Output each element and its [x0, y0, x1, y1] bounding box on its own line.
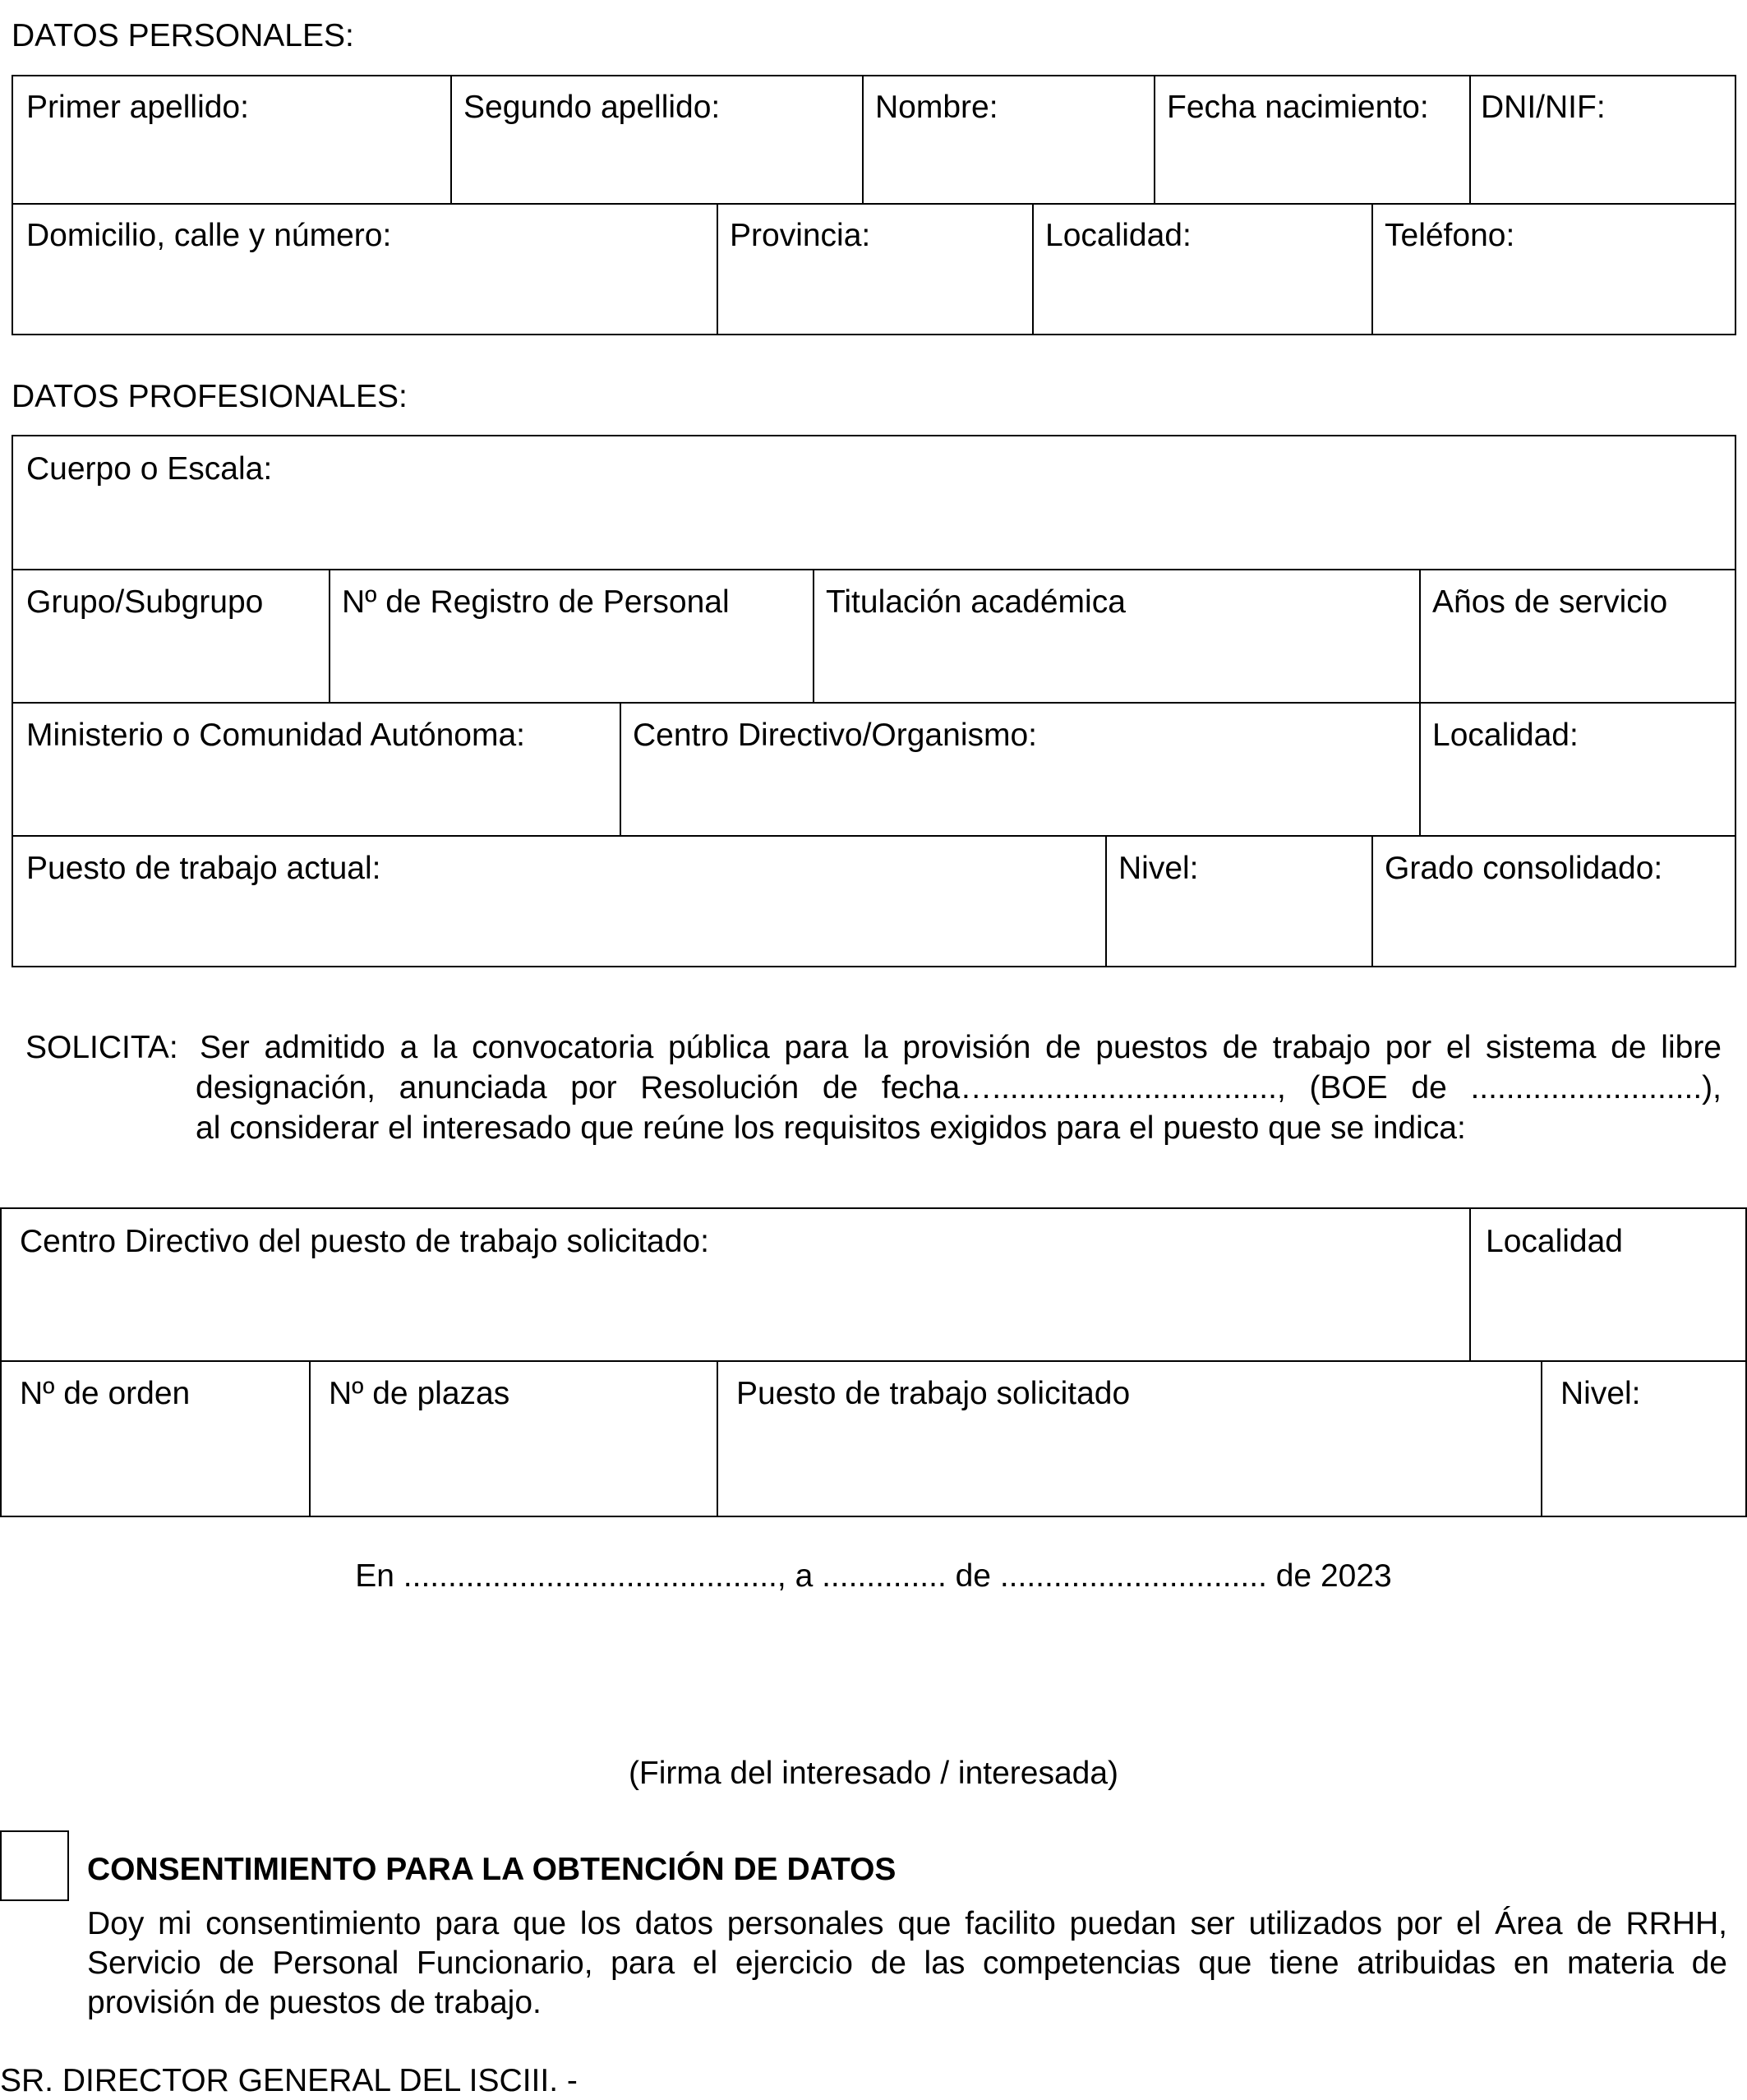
table-divider [13, 569, 1735, 570]
table-divider [329, 570, 330, 703]
field-primer-apellido[interactable]: Primer apellido: [26, 90, 249, 125]
field-puesto-actual[interactable]: Puesto de trabajo actual: [26, 851, 381, 886]
solicita-text-line2: designación, anunciada por Resolución de fecha…................................, (BOE de ..........................), [196, 1070, 1722, 1105]
table-divider [13, 835, 1735, 837]
solicita-text-line1: Ser admitido a la convocatoria pública para la provisión de puestos de trabajo por el sistema de libre [200, 1030, 1722, 1065]
consent-text-line1: Doy mi consentimiento para que los datos personales que facilito puedan ser utilizados por el Área de RRHH, [87, 1906, 1727, 1941]
field-nivel-solicitado[interactable]: Nivel: [1560, 1376, 1641, 1411]
table-divider [620, 703, 621, 836]
table-divider [717, 204, 718, 335]
table-divider [13, 702, 1735, 704]
signature-caption: (Firma del interesado / interesada) [628, 1756, 1119, 1791]
field-registro-personal[interactable]: Nº de Registro de Personal [342, 584, 730, 620]
table-divider [717, 1361, 718, 1517]
field-localidad[interactable]: Localidad: [1045, 218, 1192, 253]
date-line[interactable]: En .........................................., a .............. de .............................. de 2023 [355, 1558, 1392, 1594]
consent-title: CONSENTIMIENTO PARA LA OBTENCIÓN DE DATOS [87, 1852, 897, 1887]
table-divider [309, 1361, 311, 1517]
field-telefono[interactable]: Teléfono: [1385, 218, 1515, 253]
table-divider [450, 76, 452, 204]
solicita-label: SOLICITA: [25, 1030, 178, 1065]
field-domicilio[interactable]: Domicilio, calle y número: [26, 218, 392, 253]
field-titulacion[interactable]: Titulación académica [826, 584, 1126, 620]
field-centro-directivo[interactable]: Centro Directivo/Organismo: [633, 718, 1037, 753]
table-divider [1371, 204, 1373, 335]
field-localidad-profesional[interactable]: Localidad: [1432, 718, 1579, 753]
field-provincia[interactable]: Provincia: [730, 218, 871, 253]
consent-checkbox[interactable] [0, 1830, 69, 1901]
table-divider [1371, 836, 1373, 967]
field-ministerio[interactable]: Ministerio o Comunidad Autónoma: [26, 718, 525, 753]
requested-position-table [0, 1207, 1747, 1517]
table-divider [862, 76, 864, 204]
field-grupo-subgrupo[interactable]: Grupo/Subgrupo [26, 584, 264, 620]
personal-data-table [12, 75, 1736, 335]
table-divider [1419, 703, 1421, 836]
table-divider [2, 1360, 1745, 1362]
consent-text-line3: provisión de puestos de trabajo. [87, 1985, 542, 2020]
field-cuerpo-escala[interactable]: Cuerpo o Escala: [26, 451, 273, 487]
table-divider [13, 203, 1735, 205]
solicita-text-line3: al considerar el interesado que reúne los requisitos exigidos para el puesto que se indica: [196, 1110, 1466, 1146]
table-divider [1541, 1361, 1542, 1517]
field-anos-servicio[interactable]: Años de servicio [1432, 584, 1668, 620]
addressee: SR. DIRECTOR GENERAL DEL ISCIII. - [0, 2063, 578, 2098]
table-divider [1469, 76, 1471, 204]
table-divider [1105, 836, 1107, 967]
table-divider [1469, 1209, 1471, 1361]
professional-data-table [12, 435, 1736, 967]
consent-text-line2: Servicio de Personal Funcionario, para el ejercicio de las competencias que tiene atribuidas en materia de [87, 1945, 1727, 1981]
field-fecha-nacimiento[interactable]: Fecha nacimiento: [1167, 90, 1429, 125]
field-segundo-apellido[interactable]: Segundo apellido: [463, 90, 721, 125]
field-numero-plazas[interactable]: Nº de plazas [329, 1376, 510, 1411]
table-divider [1419, 570, 1421, 703]
field-puesto-solicitado[interactable]: Puesto de trabajo solicitado [736, 1376, 1131, 1411]
table-divider [1154, 76, 1155, 204]
table-divider [1032, 204, 1034, 335]
personal-section-title: DATOS PERSONALES: [12, 18, 354, 53]
field-grado-consolidado[interactable]: Grado consolidado: [1385, 851, 1663, 886]
field-dni-nif[interactable]: DNI/NIF: [1481, 90, 1606, 125]
field-localidad-solicitada[interactable]: Localidad [1486, 1224, 1623, 1259]
table-divider [813, 570, 814, 703]
professional-section-title: DATOS PROFESIONALES: [12, 379, 408, 414]
field-numero-orden[interactable]: Nº de orden [20, 1376, 191, 1411]
field-nombre[interactable]: Nombre: [875, 90, 998, 125]
field-centro-directivo-solicitado[interactable]: Centro Directivo del puesto de trabajo solicitado: [20, 1224, 709, 1259]
field-nivel-actual[interactable]: Nivel: [1118, 851, 1199, 886]
